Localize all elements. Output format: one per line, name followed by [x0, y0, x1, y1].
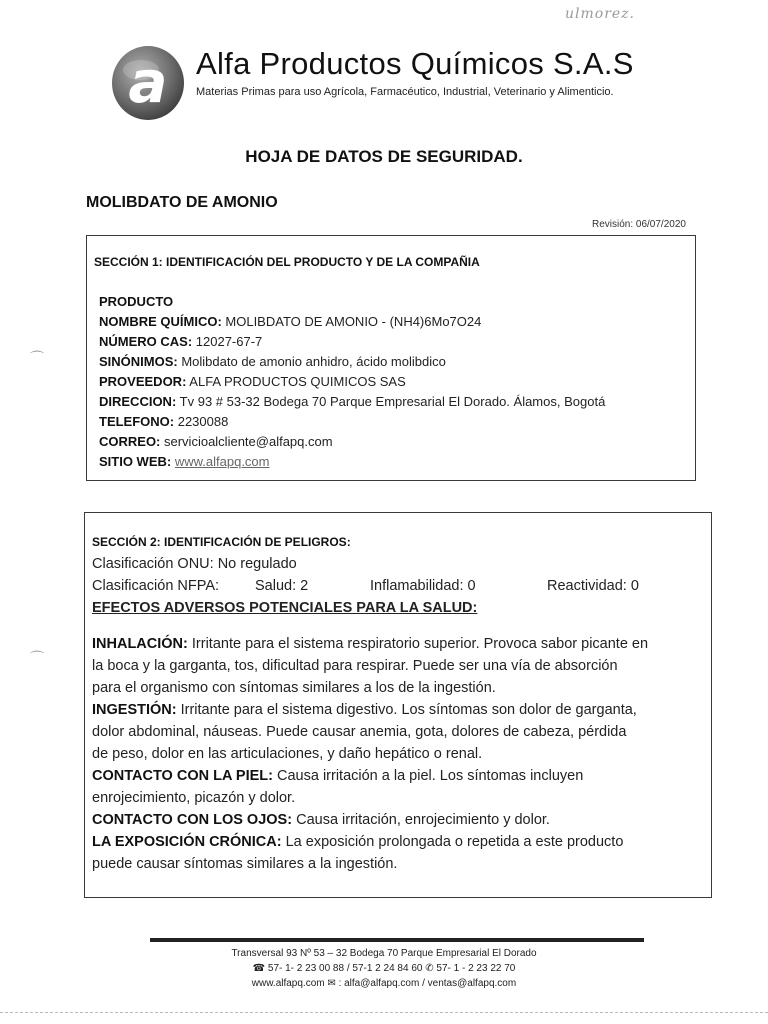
- revision-date: Revisión: 06/07/2020: [592, 219, 686, 230]
- handwritten-note: ulmorez.: [565, 6, 636, 22]
- svg-text:a: a: [128, 48, 168, 116]
- footer-rule: [150, 938, 644, 942]
- footer-emails[interactable]: : alfa@alfapq.com / ventas@alfapq.com: [338, 978, 517, 989]
- fax-icon: ✆: [425, 963, 434, 974]
- section-1-fields: [99, 292, 605, 472]
- field-correo: CORREO: servicioalcliente@alfapq.com: [99, 434, 333, 449]
- inhalacion-paragraph: INHALACIÓN: Irritante para el sistema respiratorio superior. Provoca sabor picante en la boca y la garganta, tos, dificultad para respirar. Puede ser una vía de absorción para el organismo con síntomas similares a los de la ingestión.: [92, 636, 649, 696]
- margin-mark: ⌒: [30, 650, 44, 666]
- margin-mark: ⌒: [30, 350, 44, 366]
- document-title: HOJA DE DATOS DE SEGURIDAD.: [245, 147, 523, 166]
- field-nombre-quimico: NOMBRE QUÍMICO: MOLIBDATO DE AMONIO - (NH4)6Mo7O24: [99, 314, 482, 329]
- producto-heading: PRODUCTO: [99, 294, 174, 309]
- section-2-box: [84, 512, 712, 898]
- website-link[interactable]: www.alfapq.com: [174, 454, 270, 469]
- section-2-title: SECCIÓN 2: IDENTIFICACIÓN DE PELIGROS:: [92, 535, 351, 549]
- company-tagline: Materias Primas para uso Agrícola, Farmacéutico, Industrial, Veterinario y Alimenticio.: [196, 86, 614, 98]
- section-1-box: [86, 235, 696, 481]
- field-sitio-web: SITIO WEB: www.alfapq.com: [99, 454, 270, 469]
- field-numero-cas: NÚMERO CAS: 12027-67-7: [99, 334, 263, 349]
- footer-contact: [0, 978, 768, 989]
- company-logo: [107, 42, 189, 124]
- onu-classification: Clasificación ONU: No regulado: [92, 556, 297, 572]
- product-name: MOLIBDATO DE AMONIO: [86, 194, 278, 211]
- footer-address: Transversal 93 Nº 53 – 32 Bodega 70 Parque Empresarial El Dorado: [231, 948, 537, 959]
- company-name: Alfa Productos Químicos S.A.S: [196, 46, 634, 81]
- phone-icon: ☎: [252, 963, 266, 974]
- ingestion-paragraph: INGESTIÓN: Irritante para el sistema digestivo. Los síntomas son dolor de garganta, dolor abdominal, náuseas. Puede causar anemia, gota, dolores de cabeza, pérdida de peso, dolor en las articulaciones, y daño hepático o renal.: [92, 702, 637, 762]
- ojos-paragraph: CONTACTO CON LOS OJOS: Causa irritación, enrojecimiento y dolor.: [92, 812, 550, 828]
- field-telefono: TELEFONO: 2230088: [99, 414, 229, 429]
- footer-web[interactable]: www.alfapq.com: [251, 978, 325, 989]
- nfpa-inflamabilidad: Inflamabilidad: 0: [370, 578, 476, 594]
- field-direccion: DIRECCION: Tv 93 # 53-32 Bodega 70 Parque Empresarial El Dorado. Álamos, Bogotá: [99, 394, 606, 409]
- nfpa-reactividad: Reactividad: 0: [547, 578, 639, 594]
- nfpa-classification: Clasificación NFPA: Salud: 2 Inflamabilidad: 0 Reactividad: 0: [92, 575, 704, 597]
- page-edge-line: [0, 1012, 768, 1013]
- piel-paragraph: CONTACTO CON LA PIEL: Causa irritación a la piel. Los síntomas incluyen enrojecimiento, picazón y dolor.: [92, 768, 584, 806]
- section-1-title: SECCIÓN 1: IDENTIFICACIÓN DEL PRODUCTO Y DE LA COMPAÑIA: [94, 255, 480, 269]
- cronica-paragraph: LA EXPOSICIÓN CRÓNICA: La exposición prolongada o repetida a este producto puede causar síntomas similares a la ingestión.: [92, 834, 624, 872]
- email-icon: ✉: [327, 978, 336, 989]
- field-proveedor: PROVEEDOR: ALFA PRODUCTOS QUIMICOS SAS: [99, 374, 406, 389]
- footer-phones: ☎ 57- 1- 2 23 00 88 / 57-1 2 24 84 60 ✆ 57- 1 - 2 23 22 70: [252, 963, 516, 974]
- field-sinonimos: SINÓNIMOS: Molibdato de amonio anhidro, ácido molibdico: [99, 354, 446, 369]
- nfpa-salud: Salud: 2: [255, 578, 309, 594]
- efectos-heading: EFECTOS ADVERSOS POTENCIALES PARA LA SALUD:: [92, 600, 478, 616]
- section-2-body: [92, 553, 704, 875]
